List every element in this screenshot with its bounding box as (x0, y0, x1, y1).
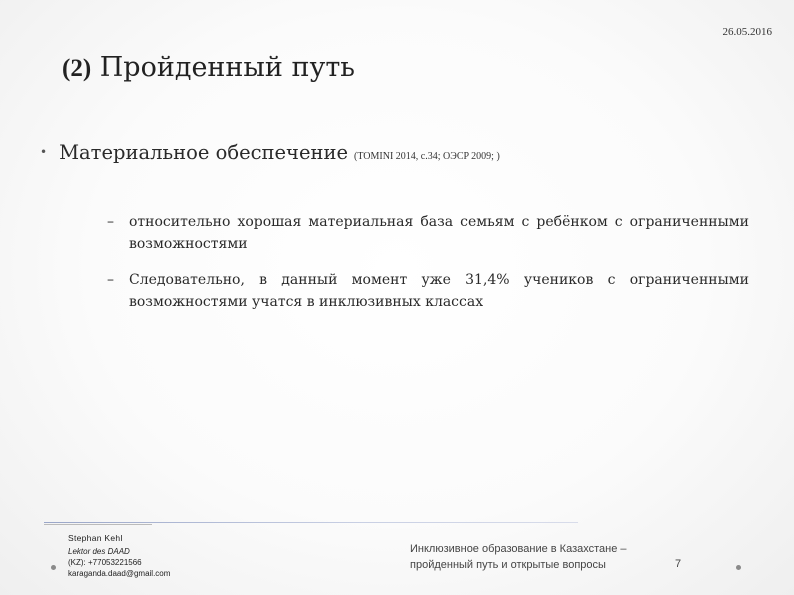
footer-divider (44, 522, 578, 523)
bullet-text: Материальное обеспечение (59, 141, 349, 164)
bullet-dot-icon: • (40, 145, 48, 159)
slide-date: 26.05.2016 (722, 26, 772, 38)
dash-marker-icon: – (107, 272, 114, 288)
author-phone: (KZ): +77053221566 (68, 558, 142, 567)
presentation-title-line: пройденный путь и открытые вопросы (410, 559, 606, 571)
dash-marker-icon: – (107, 214, 114, 230)
page-number: 7 (675, 558, 682, 570)
decorative-dot-icon (51, 565, 56, 570)
slide-title (62, 52, 355, 83)
author-email: karaganda.daad@gmail.com (68, 569, 171, 578)
footer-divider-accent (44, 524, 152, 525)
sub-item-text: Следовательно, в данный момент уже 31,4% учеников с ограниченными возможностями учатся в инклюзивных классах (129, 272, 749, 310)
sub-item-text: относительно хорошая материальная база семьям с ребёнком с ограниченными возможностями (129, 214, 749, 252)
presentation-title-line: Инклюзивное образование в Казахстане – (410, 543, 627, 555)
author-block (68, 533, 170, 579)
sub-item (107, 211, 749, 255)
presentation-title (410, 541, 627, 573)
title-text: Пройденный путь (99, 52, 356, 83)
title-number: (2) (62, 55, 92, 82)
sub-item (107, 269, 749, 313)
bullet-item (40, 141, 500, 164)
bullet-reference: (TOMINI 2014, c.34; OЭCP 2009; ) (354, 151, 500, 162)
author-name: Stephan Kehl (68, 533, 123, 543)
author-role: Lektor des DAAD (68, 547, 130, 556)
decorative-dot-icon (736, 565, 741, 570)
